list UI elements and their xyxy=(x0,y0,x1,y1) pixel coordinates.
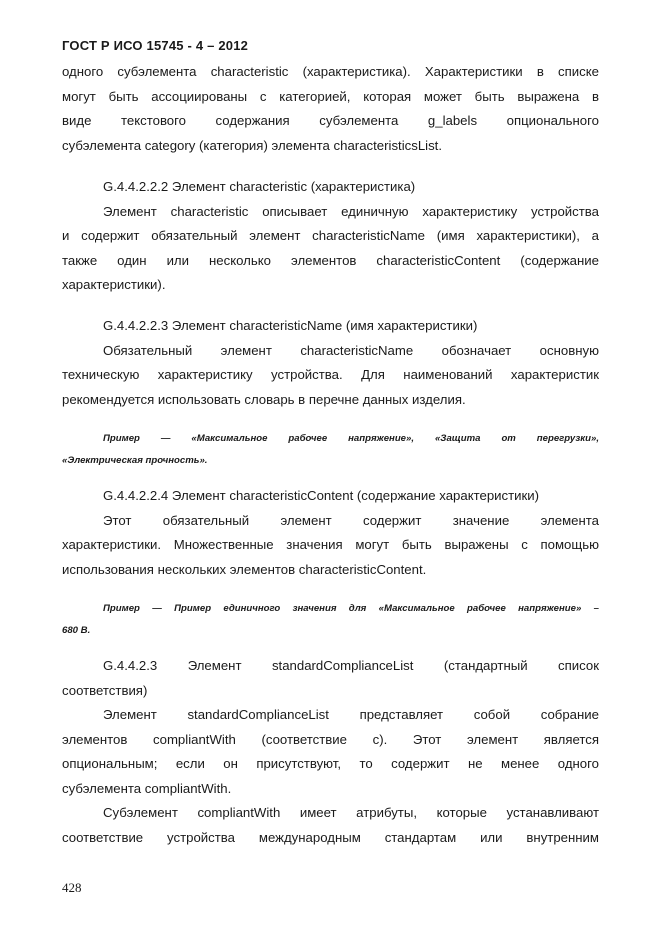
paragraph-line: Обязательный элемент characteristicName обозначает основную xyxy=(103,342,599,358)
example-note: «Электрическая прочность». xyxy=(62,455,208,466)
example-note: Пример — «Максимальное рабочее напряжение», «Защита от перегрузки», xyxy=(103,433,599,444)
paragraph-line: Элемент characteristic описывает единичную характеристику устройства xyxy=(103,203,599,219)
paragraph-line: могут быть ассоциированы с категорией, которая может быть выражена в xyxy=(62,88,599,104)
paragraph-line: виде текстового содержания субэлемента g_labels опционального xyxy=(62,113,599,128)
paragraph-line: соответствие устройства международным стандартам или внутренним xyxy=(62,829,599,845)
paragraph-line: элементов compliantWith (соответствие с). Этот элемент является xyxy=(62,731,599,747)
paragraph-line: Этот обязательный элемент содержит значение элемента xyxy=(103,512,599,528)
paragraph-line: также один или несколько элементов characteristicContent (содержание xyxy=(62,252,599,268)
paragraph-line: характеристики). xyxy=(62,277,166,292)
paragraph-line: опциональным; если он присутствуют, то содержит не менее одного xyxy=(62,756,599,771)
paragraph-line: техническую характеристику устройства. Для наименований характеристик xyxy=(62,367,599,382)
paragraph-line: субэлемента category (категория) элемента characteristicsList. xyxy=(62,137,443,153)
paragraph-line: характеристики. Множественные значения могут быть выражены с помощью xyxy=(62,537,599,552)
paragraph-line: одного субэлемента characteristic (характеристика). Характеристики в списке xyxy=(62,64,599,79)
paragraph-line: и содержит обязательный элемент characteristicName (имя характеристики), а xyxy=(62,228,599,243)
section-heading: G.4.4.2.2.2 Элемент characteristic (характеристика) xyxy=(103,179,416,194)
paragraph-line: рекомендуется использовать словарь в перечне данных изделия. xyxy=(62,391,466,407)
section-heading: соответствия) xyxy=(62,682,148,698)
section-heading: G.4.4.2.2.4 Элемент characteristicContent (содержание характеристики) xyxy=(103,488,540,503)
paragraph-line: Элемент standardComplianceList представляет собой собрание xyxy=(103,707,599,722)
example-note: Пример — Пример единичного значения для «Максимальное рабочее напряжение» – xyxy=(103,603,599,614)
section-heading: G.4.4.2.2.3 Элемент characteristicName (имя характеристики) xyxy=(103,318,478,333)
paragraph-line: Субэлемент compliantWith имеет атрибуты, которые устанавливают xyxy=(103,805,599,820)
page-number: 428 xyxy=(62,880,82,895)
example-note: 680 В. xyxy=(62,625,91,636)
paragraph-line: субэлемента compliantWith. xyxy=(62,780,232,796)
section-heading: G.4.4.2.3 Элемент standardComplianceList (стандартный список xyxy=(103,658,599,673)
paragraph-line: использования нескольких элементов characteristicContent. xyxy=(62,561,427,577)
document-header: ГОСТ Р ИСО 15745 - 4 – 2012 xyxy=(62,38,249,53)
